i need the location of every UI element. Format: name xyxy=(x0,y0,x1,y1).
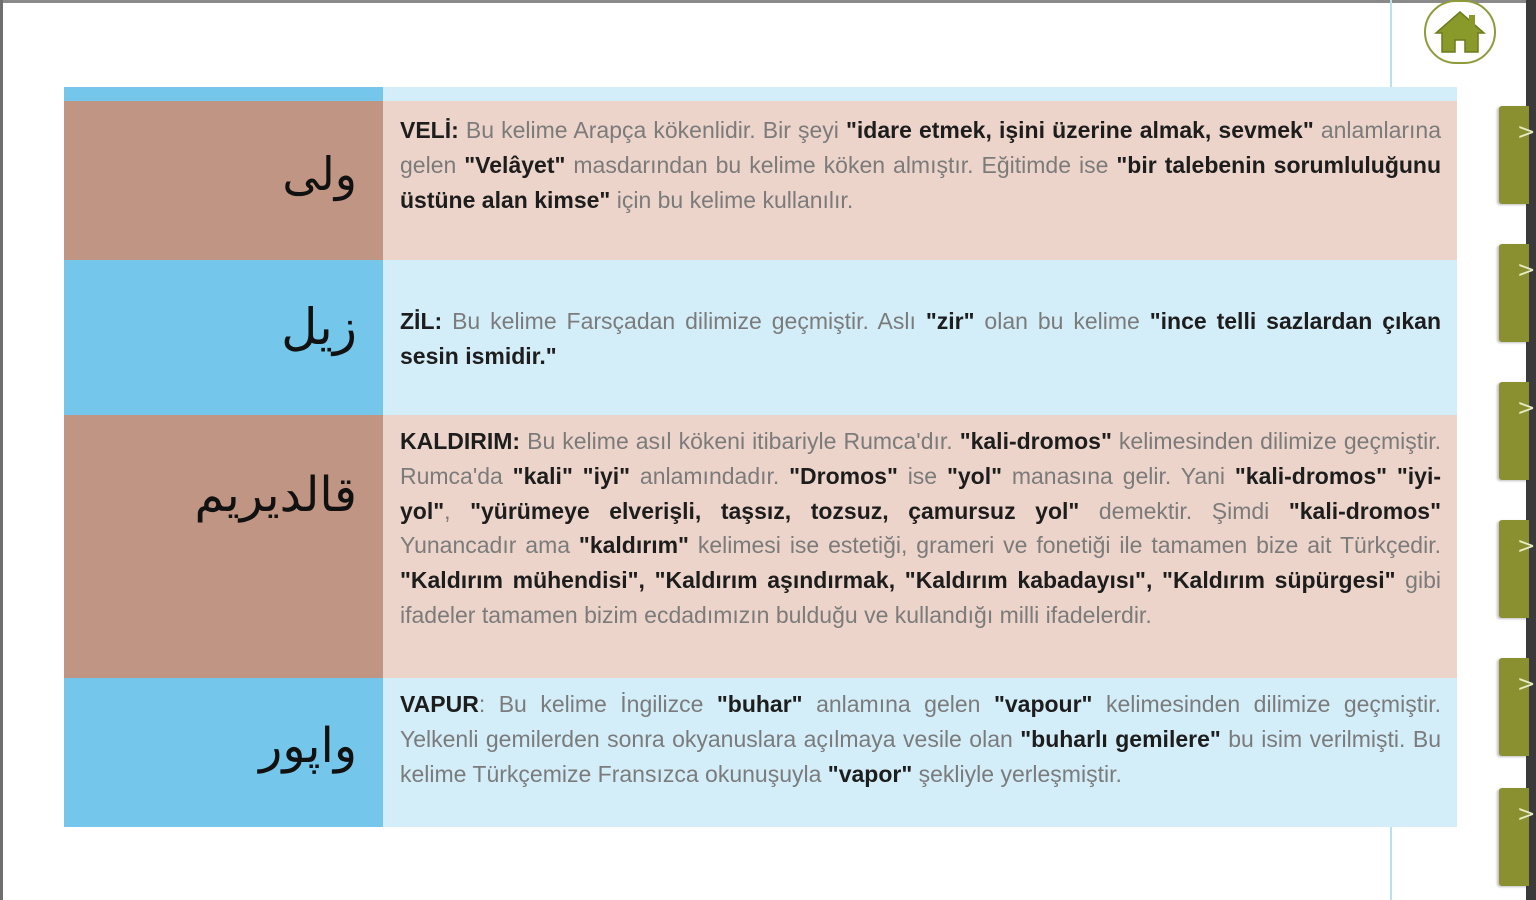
entry-term: ZİL: xyxy=(400,308,443,334)
emphasized-text: "yürümeye elverişli, taşsız, tozsuz, çamursuz yol" xyxy=(470,497,1080,524)
entry-term: KALDIRIM: xyxy=(400,428,521,454)
definition-cell xyxy=(383,678,1457,827)
emphasized-text: "yol" xyxy=(946,462,1002,489)
emphasized-text: "idare etmek, işini üzerine almak, sevmek" xyxy=(846,117,1314,143)
arabic-word-cell xyxy=(64,260,383,415)
arabic-word-cell xyxy=(64,415,383,678)
tab-chevron-icon: > xyxy=(1517,802,1536,827)
emphasized-text: "kali-dromos" xyxy=(959,428,1112,454)
emphasized-text: "Kaldırım mühendisi", "Kaldırım aşındırmak, "Kaldırım kabadayısı", "Kaldırım süpürgesi" xyxy=(400,567,1396,594)
table-header-bar xyxy=(64,87,1457,101)
side-tab-3[interactable] xyxy=(1499,382,1536,480)
emphasized-text: "buhar" xyxy=(716,691,803,717)
definition-cell xyxy=(383,260,1457,415)
page-border-top xyxy=(0,0,1528,3)
word-origin-table xyxy=(64,87,1457,827)
emphasized-text: "vapour" xyxy=(993,691,1093,717)
tab-chevron-icon: > xyxy=(1517,396,1536,421)
definition-text: olan bu kelime xyxy=(974,308,1150,334)
definition-text: bu isim verilmişti. Bu kelime Türkçemize Fransızca okunuşuyla xyxy=(400,725,1441,787)
definition-text: masdarından bu kelime köken almıştır. Eğitimde ise xyxy=(565,151,1117,178)
side-tab-2[interactable] xyxy=(1499,244,1536,342)
arabic-word-cell xyxy=(64,101,383,260)
home-button[interactable] xyxy=(1424,0,1496,64)
definition-text: , xyxy=(444,497,471,524)
page-border-left xyxy=(0,0,3,900)
emphasized-text: "kali-dromos" "iyi-yol" xyxy=(400,462,1442,524)
emphasized-text: "zir" xyxy=(925,308,975,334)
definition-text: kelimesinden dilimize geçmiştir. Rumca'da xyxy=(400,428,1441,489)
definition-text: Bu kelime Arapça kökenlidir. Bir şeyi xyxy=(458,117,846,143)
emphasized-text: "kali-dromos" xyxy=(1288,497,1442,524)
definition-text: ise xyxy=(897,462,947,489)
definition-text: : Bu kelime İngilizce xyxy=(478,691,717,717)
arabic-word: زیل xyxy=(281,298,357,356)
arabic-word: واپور xyxy=(259,718,357,774)
arabic-word: قالدیریم xyxy=(194,467,357,523)
definition-text: anlamına gelen xyxy=(802,691,994,717)
definition-text: kelimesi ise estetiği, grameri ve fonetiği ile tamamen bize ait Türkçedir. xyxy=(688,532,1441,559)
definition-text: şekliyle yerleşmiştir. xyxy=(912,760,1122,787)
tab-chevron-icon: > xyxy=(1517,534,1536,559)
emphasized-text: "ince telli sazlardan çıkan sesin ismidir." xyxy=(400,308,1442,369)
arabic-word-cell xyxy=(64,678,383,827)
home-icon xyxy=(1433,9,1487,55)
table-row xyxy=(64,260,1457,415)
definition-text: demektir. Şimdi xyxy=(1079,497,1289,524)
side-tab-6[interactable] xyxy=(1499,788,1536,886)
tab-chevron-icon: > xyxy=(1517,258,1536,283)
definition-text: manasına gelir. Yani xyxy=(1002,462,1235,489)
definition-text: Bu kelime asıl kökeni itibariyle Rumca'dır. xyxy=(520,428,960,454)
definition-text: gibi ifadeler tamamen bizim ecdadımızın bulduğu ve kullandığı milli ifadelerdir. xyxy=(400,567,1441,628)
definition-text: anlamlarına gelen xyxy=(400,117,1442,178)
table-row xyxy=(64,678,1457,827)
definition-text: Bu kelime Farsçadan dilimize geçmiştir. Aslı xyxy=(442,308,926,334)
emphasized-text: "kaldırım" xyxy=(578,532,689,559)
tab-chevron-icon: > xyxy=(1517,672,1536,697)
emphasized-text: "vapor" xyxy=(827,760,913,787)
side-tab-5[interactable] xyxy=(1499,658,1536,756)
emphasized-text: "kali" "iyi" xyxy=(512,462,631,489)
definition-text: için bu kelime kullanılır. xyxy=(610,186,854,213)
tab-chevron-icon: > xyxy=(1517,120,1536,145)
entry-term: VELİ: xyxy=(400,117,459,143)
definition-cell xyxy=(383,415,1457,678)
definition-text: kelimesinden dilimize geçmiştir. Yelkenli gemilerden sonra okyanuslara açılmaya vesile olan xyxy=(400,691,1441,752)
definition-text: Yunancadır ama xyxy=(400,532,579,559)
side-tab-4[interactable] xyxy=(1499,520,1536,618)
side-tab-1[interactable] xyxy=(1499,106,1536,204)
arabic-word: ولی xyxy=(282,147,357,201)
table-row xyxy=(64,415,1457,678)
emphasized-text: "bir talebenin sorumluluğunu üstüne alan kimse" xyxy=(400,151,1442,213)
emphasized-text: "Velâyet" xyxy=(464,151,566,178)
definition-text: anlamındadır. xyxy=(630,462,790,489)
emphasized-text: "buharlı gemilere" xyxy=(1020,725,1221,752)
definition-cell xyxy=(383,101,1457,260)
entry-term: VAPUR xyxy=(400,691,479,717)
emphasized-text: "Dromos" xyxy=(789,462,898,489)
table-row xyxy=(64,101,1457,260)
